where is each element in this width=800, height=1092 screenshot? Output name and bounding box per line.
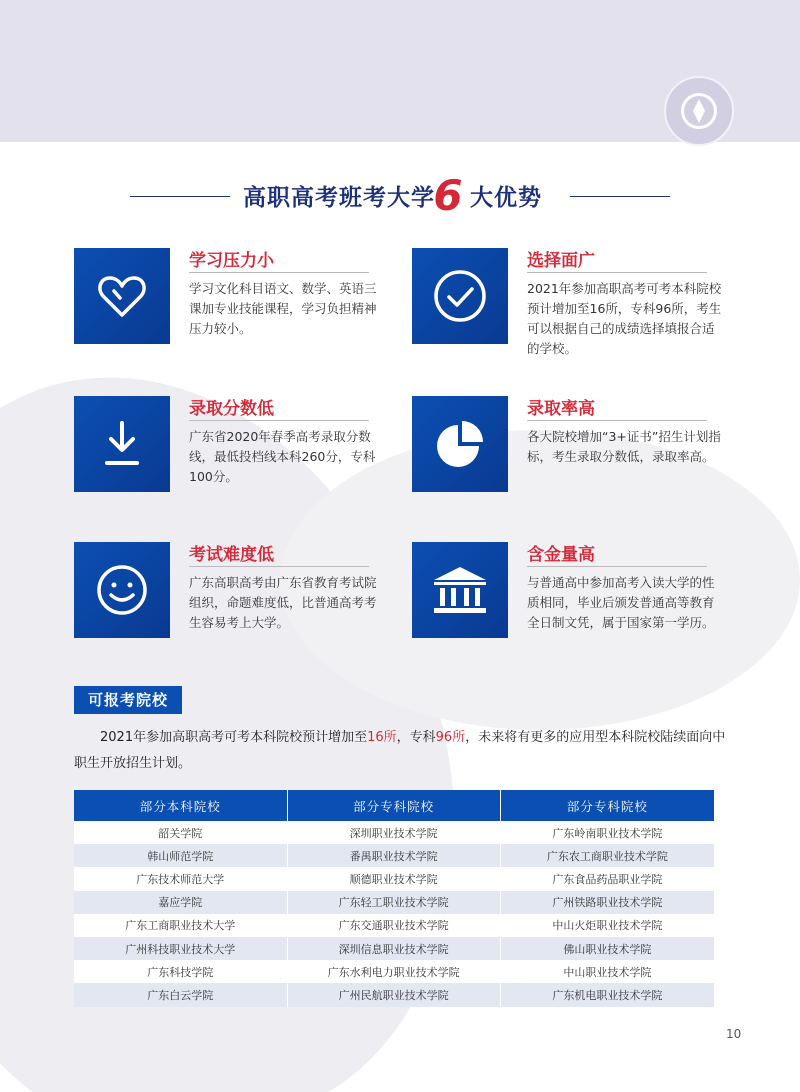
section-heading	[0, 172, 800, 222]
table-cell: 广东技术师范大学	[74, 867, 287, 890]
table-row	[74, 844, 714, 867]
feature-title: 录取分数低	[189, 399, 274, 419]
table-cell: 广东水利电力职业技术学院	[287, 960, 500, 983]
table-cell: 嘉应学院	[74, 891, 287, 914]
table-row	[74, 914, 714, 937]
table-cell: 广东工商职业技术大学	[74, 914, 287, 937]
table-cell: 广东白云学院	[74, 983, 287, 1006]
feature-high-rate	[412, 396, 752, 506]
table-row	[74, 960, 714, 983]
feature-desc: 各大院校增加“3+证书”招生计划指标，考生录取分数低，录取率高。	[527, 429, 721, 464]
heading-suffix: 大优势	[470, 185, 542, 211]
table-cell: 深圳信息职业技术学院	[287, 937, 500, 960]
feature-divider	[189, 566, 369, 567]
feature-title: 考试难度低	[189, 545, 274, 565]
intro-paragraph	[74, 725, 728, 777]
table-cell: 广东岭南职业技术学院	[500, 821, 714, 844]
table-row	[74, 983, 714, 1006]
pie-chart-icon	[412, 396, 508, 492]
table-cell: 顺德职业技术学院	[287, 867, 500, 890]
feature-divider	[189, 420, 369, 421]
feature-value	[412, 542, 752, 652]
feature-easy-exam	[74, 542, 414, 652]
table-cell: 广州铁路职业技术学院	[500, 891, 714, 914]
feature-low-score	[74, 396, 414, 506]
heading-number: 6	[433, 171, 463, 220]
feature-choice	[412, 248, 752, 358]
check-circle-icon	[412, 248, 508, 344]
table-cell: 广州科技职业技术大学	[74, 937, 287, 960]
table-cell: 韩山师范学院	[74, 844, 287, 867]
table-cell: 深圳职业技术学院	[287, 821, 500, 844]
feature-desc: 2021年参加高职高考可考本科院校预计增加至16所，专科96所，考生可以根据自己的成绩选择填报合适的学校。	[527, 281, 722, 356]
feature-divider	[527, 420, 707, 421]
column-header: 部分专科院校	[500, 790, 714, 821]
table-row	[74, 891, 714, 914]
heading-divider-right	[570, 196, 670, 197]
intro-text: 2021年参加高职高考可考本科院校预计增加至	[100, 730, 368, 745]
table-header-row	[74, 790, 714, 821]
compass-logo-icon	[664, 76, 734, 146]
feature-title: 含金量高	[527, 545, 595, 565]
feature-divider	[189, 272, 369, 273]
table-cell: 韶关学院	[74, 821, 287, 844]
feature-divider	[527, 566, 707, 567]
feature-desc: 广东高职高考由广东省教育考试院组织，命题难度低，比普通高考考生容易考上大学。	[189, 575, 377, 630]
intro-text: ，未来将有更多的应用型本科院校陆续面向中职生开放招生计划。	[74, 730, 726, 771]
column-header: 部分本科院校	[74, 790, 287, 821]
heading-prefix: 高职高考班考大学	[243, 185, 435, 211]
feature-divider	[527, 272, 707, 273]
feature-desc: 与普通高中参加高考入读大学的性质相同，毕业后颁发普通高等教育全日制文凭，属于国家第一学历。	[527, 575, 715, 630]
table-cell: 广东科技学院	[74, 960, 287, 983]
intro-highlight: 16所	[367, 730, 397, 745]
smiley-icon	[74, 542, 170, 638]
table-cell: 中山火炬职业技术学院	[500, 914, 714, 937]
schools-table	[74, 790, 714, 1007]
feature-desc: 学习文化科目语文、数学、英语三课加专业技能课程，学习负担精神压力较小。	[189, 281, 377, 336]
column-header: 部分专科院校	[287, 790, 500, 821]
table-cell: 广东机电职业技术学院	[500, 983, 714, 1006]
table-row	[74, 821, 714, 844]
table-cell: 广东农工商职业技术学院	[500, 844, 714, 867]
download-icon	[74, 396, 170, 492]
page-number: 10	[726, 1027, 742, 1041]
table-cell: 佛山职业技术学院	[500, 937, 714, 960]
table-cell: 广东食品药品职业学院	[500, 867, 714, 890]
heading-divider-left	[130, 196, 230, 197]
table-cell: 番禺职业技术学院	[287, 844, 500, 867]
feature-title: 录取率高	[527, 399, 595, 419]
table-row	[74, 867, 714, 890]
feature-desc: 广东省2020年春季高考录取分数线，最低投档线本科260分，专科100分。	[189, 429, 376, 484]
table-cell: 广东交通职业技术学院	[287, 914, 500, 937]
heart-icon	[74, 248, 170, 344]
feature-title: 学习压力小	[189, 251, 274, 271]
feature-title: 选择面广	[527, 251, 595, 271]
feature-pressure	[74, 248, 414, 358]
table-cell: 中山职业技术学院	[500, 960, 714, 983]
section-tag: 可报考院校	[74, 686, 182, 714]
intro-text: ，专科	[396, 730, 436, 745]
bank-building-icon	[412, 542, 508, 638]
intro-highlight: 96所	[435, 730, 466, 745]
table-row	[74, 937, 714, 960]
table-cell: 广州民航职业技术学院	[287, 983, 500, 1006]
table-cell: 广东轻工职业技术学院	[287, 891, 500, 914]
